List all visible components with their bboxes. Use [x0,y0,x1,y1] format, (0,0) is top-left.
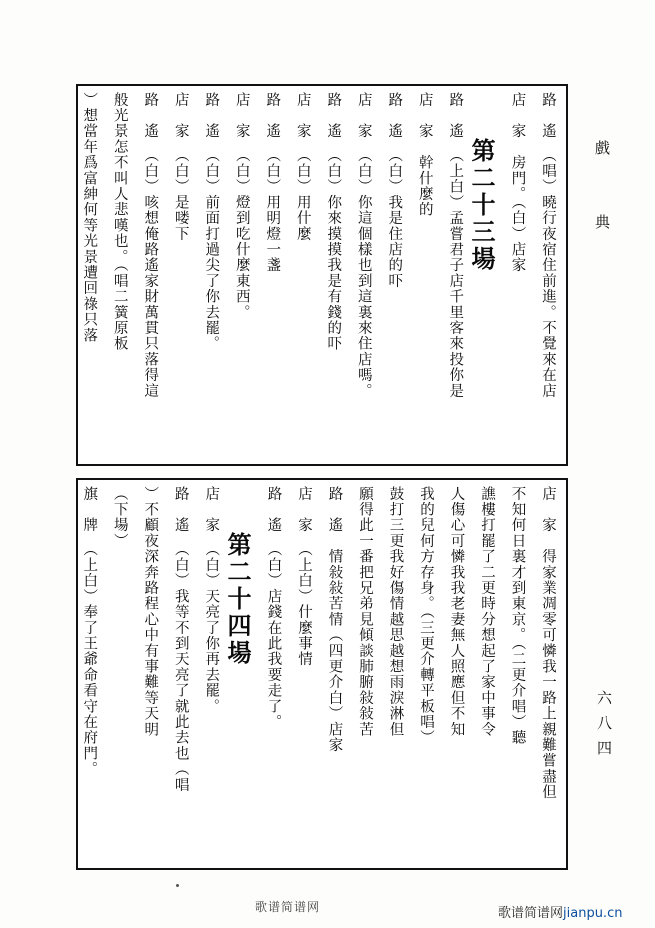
line-text: （白）天亮了你再去罷。 [203,533,220,715]
continuation-column [436,486,466,862]
continuation-column [467,486,497,862]
continuation-column [99,92,129,458]
speaker-name: 店 家 [416,92,433,140]
dialogue-column [160,92,190,458]
continuation-column [406,486,436,862]
dialogue-column [374,92,404,458]
dialogue-column [313,92,343,458]
speaker-name: 路 遙 [447,92,464,140]
line-text: （白）我等不到天亮了就此去也（唱 [172,533,189,793]
text-block-bottom [76,478,568,870]
dialogue-column [314,486,344,862]
line-text: （白）咳想俺路遙家財萬貫只落得這 [142,139,159,399]
line-text: （白）你來摸摸我是有錢的吓 [325,139,342,352]
speaker-name: 路 遙 [265,486,282,534]
speaker-name: 旗 牌 [81,486,98,534]
dialogue-column [284,486,314,862]
speaker-name: 店 家 [355,92,372,140]
speaker-name: 路 遙 [540,92,556,140]
column-container-bottom [78,480,566,868]
footer-watermark-center: 歌谱简谱网 [255,900,321,914]
continuation-column [375,486,405,862]
line-text: （白）前面打過尖了你去罷。 [203,139,220,352]
line-text: 房門。（白）店家 [509,139,526,274]
line-text: （上白）奉了王爺命看守在府門。 [81,533,98,778]
line-text: （白）店錢在此我要走了。 [265,533,282,730]
dialogue-column [160,486,190,862]
speaker-name: 店 家 [233,92,250,140]
dialogue-column [253,486,283,862]
continuation-column [130,486,160,862]
line-text: 不知何日裏才到東京。（二更介唱）聽 [509,486,526,746]
line-text: 願得此一番把兄弟見傾談肺腑敍敍苦 [357,486,373,738]
speaker-name: 路 遙 [172,486,189,534]
speaker-name: 路 遙 [326,486,343,534]
speaker-name: 路 遙 [325,92,342,140]
line-text: 人傷心可憐我我老妻無人照應但不知 [448,486,465,738]
line-text: （白）你這個樣也到這裏來住店嗎。 [355,139,372,399]
line-text: ）想當年爲富紳何等光景遭回祿只落 [81,92,98,344]
line-text: 幹什麼的 [416,139,433,218]
line-text: 情敍敍苦情（四更介白）店家 [326,533,343,753]
scene-title: 第二十三場 [467,138,496,273]
speaker-name: 路 遙 [142,92,159,140]
dialogue-column [191,92,221,458]
continuation-column [99,486,129,862]
speaker-name: 店 家 [172,92,189,140]
dialogue-column [435,92,465,458]
speaker-name: 路 遙 [264,92,281,140]
speaker-name: 店 家 [203,486,220,534]
page-number: 六八四 [595,690,613,765]
speaker-name: 路 遙 [203,92,220,140]
line-text: （下場） [111,486,128,549]
footer-watermark-right [498,902,622,921]
footer-watermark-site: jianpu.cn [563,906,623,921]
speaker-name: 店 家 [509,92,526,140]
dialogue-column [282,92,312,458]
footer-watermark-label: 歌谱简谱网 [498,906,564,921]
line-text: （上白）什麼事情 [296,533,312,668]
line-text: （白）燈到吃什麼東西。 [233,139,250,321]
book-title: 戲 典 [593,140,611,251]
line-text: （白）是喽下 [172,139,189,242]
dialogue-column [528,486,558,862]
dialogue-column [343,92,373,458]
dialogue-column [252,92,282,458]
text-block-top [76,84,568,466]
line-text: （白）用明燈一盞 [264,139,281,274]
speaker-name: 店 家 [540,486,556,534]
speaker-name: 店 家 [296,486,312,534]
line-text: 我的兒何方存身。（三更介轉平板唱） [418,486,434,746]
dialogue-column [528,92,558,458]
line-text: （白）我是住店的吓 [386,139,403,289]
line-text: ）不顧夜深奔路程心中有事難等天明 [142,486,159,738]
line-text: （白）用什麼 [294,139,311,242]
dialogue-column [404,92,434,458]
dialogue-column [497,92,527,458]
dialogue-column [191,486,221,862]
line-text: 得家業凋零可憐我一路上親難嘗盡但 [540,533,556,801]
speaker-name: 店 家 [294,92,311,140]
dialogue-column [221,92,251,458]
line-text: 鼓打三更我好傷情越思越想雨淚淋但 [387,486,404,738]
line-text: （上白）孟嘗君子店千里客來投你是 [447,139,464,399]
dialogue-column [69,486,99,862]
line-text: 譙樓打罷了二更時分想起了家中事令 [479,486,495,738]
column-container-top [78,86,566,464]
speaker-name: 路 遙 [386,92,403,140]
line-text: 般光景怎不叫人悲嘆也。（唱二簧原板 [111,92,128,352]
printing-mark [176,884,179,887]
line-text: （唱）曉行夜宿住前進。不覺來在店 [540,139,556,399]
dialogue-column [130,92,160,458]
scene-title: 第二十四場 [223,532,252,667]
continuation-column [345,486,375,862]
continuation-column [497,486,527,862]
continuation-column [69,92,99,458]
